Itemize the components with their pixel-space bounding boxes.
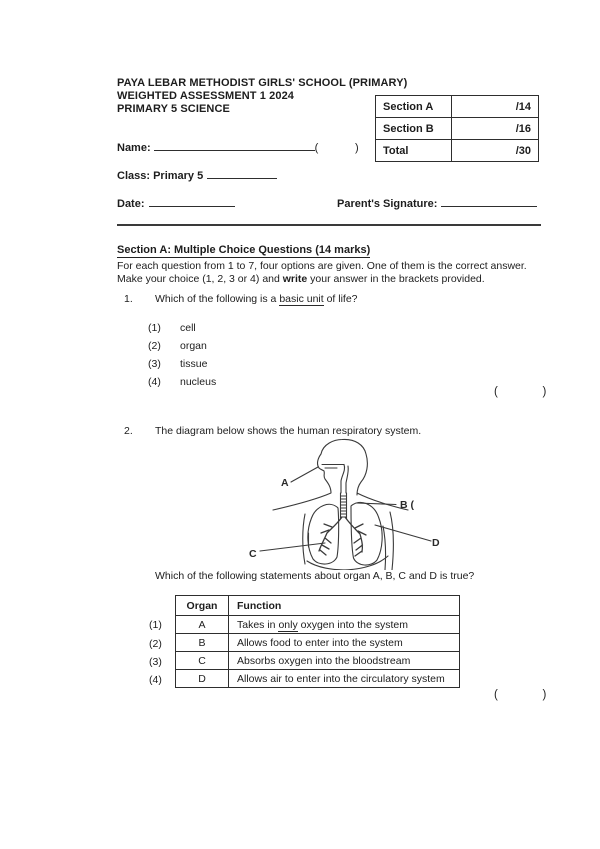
parent-signature-row (337, 195, 537, 211)
diagram-label-b: B ( (400, 499, 414, 511)
q1-text-pre: Which of the following is a (155, 293, 280, 305)
name-field-row (117, 139, 359, 155)
score-label: Section B (376, 118, 452, 139)
q1-answer-brackets: ( ) (494, 386, 547, 398)
score-row-section-a (376, 96, 538, 118)
q1-option-2 (148, 340, 207, 352)
option-label: cell (180, 322, 196, 334)
organ-cell: A (176, 616, 229, 634)
q1-option-1 (148, 322, 196, 334)
option-number: (1) (148, 322, 161, 334)
q1-text (155, 293, 358, 306)
score-row-total (376, 140, 538, 161)
instructions-line-2 (117, 273, 527, 286)
instr2-pre: Make your choice (1, 2, 3 or 4) and (117, 273, 283, 285)
class-label: Class: Primary 5 (117, 170, 204, 182)
assessment-title: WEIGHTED ASSESSMENT 1 2024 (117, 90, 295, 102)
option-label: organ (180, 340, 207, 352)
function-cell (229, 616, 460, 634)
class-blank-line (207, 167, 277, 179)
diagram-label-d: D (432, 537, 440, 549)
function-cell (229, 634, 460, 652)
table-header-row (176, 596, 460, 616)
score-row-section-b (376, 118, 538, 140)
date-label: Date: (117, 198, 145, 210)
option-label: tissue (180, 358, 208, 370)
name-blank-line (154, 139, 315, 151)
function-pre: Allows food to enter into the system (237, 636, 403, 649)
section-a-block (117, 240, 527, 286)
organ-cell: C (176, 652, 229, 670)
option-number: (4) (148, 376, 161, 388)
function-underlined: only (278, 618, 298, 631)
q1-option-3 (148, 358, 207, 370)
bronchi-right (345, 517, 366, 556)
score-label: Section A (376, 96, 452, 117)
table-row (176, 670, 460, 688)
option-label: nucleus (180, 376, 217, 388)
trachea (341, 493, 347, 519)
function-cell (229, 670, 460, 688)
respiratory-system-diagram (245, 437, 450, 570)
organ-cell: B (176, 634, 229, 652)
function-cell (229, 652, 460, 670)
option-number: (2) (148, 340, 161, 352)
section-a-heading: Section A: Multiple Choice Questions (14 marks) (117, 244, 371, 256)
q2-answer-brackets: ( ) (494, 689, 547, 701)
label-b-leader-line (356, 503, 396, 505)
q2-option-number-3: (3) (149, 656, 162, 668)
table-row (176, 634, 460, 652)
parent-signature-label: Parent's Signature: (337, 198, 438, 210)
column-header-organ: Organ (176, 596, 229, 616)
parent-signature-blank-line (441, 195, 537, 207)
q1-text-post: of life? (323, 293, 358, 305)
date-field-row (117, 195, 235, 211)
label-c-leader-line (260, 533, 325, 551)
column-header-function: Function (229, 596, 460, 616)
paper-header (117, 77, 407, 116)
q2-statement: Which of the following statements about organ A, B, C and D is true? (155, 570, 475, 582)
q2-option-number-1: (1) (149, 619, 162, 631)
function-pre: Takes in (237, 618, 279, 631)
diagram-label-c: C (249, 548, 257, 560)
score-value: /16 (515, 122, 531, 135)
nasal-cavity-lines (322, 465, 348, 494)
q1-text-underlined: basic unit (279, 293, 324, 305)
name-label: Name: (117, 142, 151, 154)
q2-option-number-2: (2) (149, 638, 162, 650)
table-row (176, 652, 460, 670)
school-name: PAYA LEBAR METHODIST GIRLS' SCHOOL (PRIMARY) (117, 77, 408, 89)
function-pre: Allows air to enter into the circulatory system (237, 672, 445, 685)
left-lung-outline (308, 504, 339, 564)
q1-option-4 (148, 376, 216, 388)
option-number: (3) (148, 358, 161, 370)
label-a-leader-line (291, 467, 318, 482)
class-field-row (117, 167, 277, 183)
q2-number: 2. (124, 425, 133, 437)
function-post: oxygen into the system (297, 618, 409, 631)
section-divider-line (117, 224, 541, 226)
score-label: Total (376, 140, 452, 161)
table-row (176, 616, 460, 634)
q1-number: 1. (124, 293, 133, 305)
name-index-brackets: ( ) (314, 142, 359, 154)
instructions-line-1: For each question from 1 to 7, four options are given. One of them is the correct answer. (117, 260, 527, 272)
instr2-emphasis: write (282, 273, 308, 285)
instr2-post: your answer in the brackets provided. (307, 273, 485, 285)
score-table (375, 95, 539, 162)
q2-text: The diagram below shows the human respiratory system. (155, 425, 422, 437)
organ-cell: D (176, 670, 229, 688)
label-d-leader-line (375, 525, 431, 541)
function-pre: Absorbs oxygen into the bloodstream (237, 654, 411, 667)
diagram-label-a: A (281, 477, 289, 489)
q2-option-number-4: (4) (149, 674, 162, 686)
score-value: /14 (515, 100, 531, 113)
subject-title: PRIMARY 5 SCIENCE (117, 103, 230, 115)
score-value: /30 (515, 144, 531, 157)
organ-function-table (175, 595, 460, 688)
date-blank-line (149, 195, 235, 207)
